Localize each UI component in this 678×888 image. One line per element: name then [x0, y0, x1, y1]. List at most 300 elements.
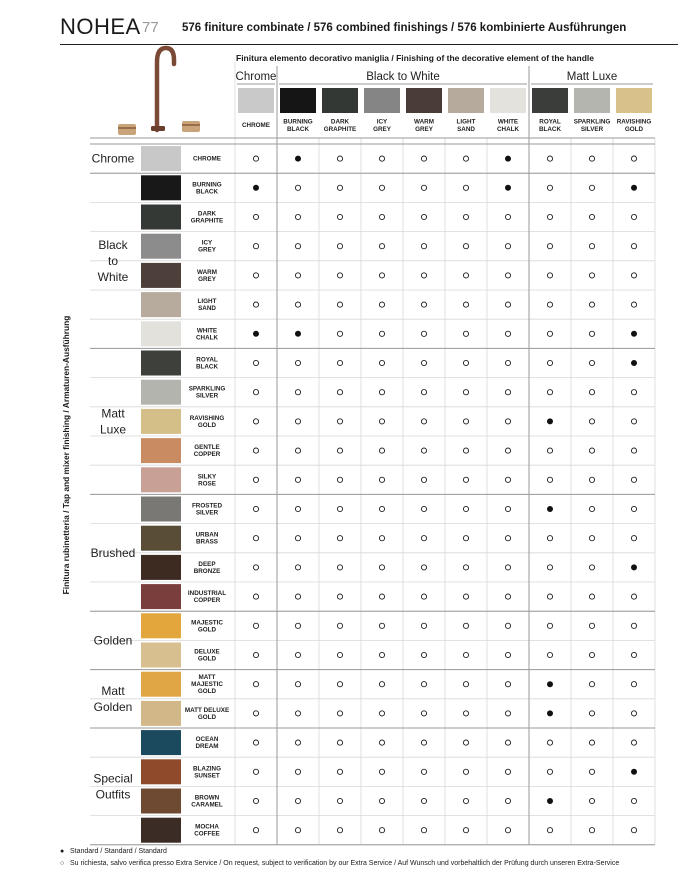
- row-label-line: GOLD: [197, 421, 217, 429]
- row-label-line: MATT: [198, 674, 216, 682]
- row-label: [196, 357, 218, 371]
- request-circle: [379, 769, 384, 774]
- request-circle: [463, 390, 468, 395]
- request-circle: [421, 623, 426, 628]
- request-circle: [505, 506, 510, 511]
- column-label-line: LIGHT: [456, 118, 476, 126]
- request-circle: [379, 331, 384, 336]
- request-circle: [379, 214, 384, 219]
- column-swatch: [574, 88, 610, 113]
- row-label-line: COPPER: [193, 451, 221, 459]
- request-circle: [631, 477, 636, 482]
- request-circle: [631, 740, 636, 745]
- request-circle: [379, 273, 384, 278]
- column-label-line: BLACK: [286, 125, 310, 133]
- request-circle: [253, 244, 258, 249]
- request-circle: [505, 477, 510, 482]
- row-label-line: DEEP: [198, 560, 216, 568]
- request-circle: [421, 156, 426, 161]
- row-swatch: [141, 292, 181, 317]
- request-circle: [421, 565, 426, 570]
- row-label-line: WHITE: [196, 327, 218, 335]
- row-label-line: ROYAL: [196, 356, 218, 364]
- row-label-line: DARK: [197, 210, 217, 218]
- request-circle: [463, 273, 468, 278]
- row-group-label: [91, 546, 136, 560]
- standard-dot: [295, 331, 301, 337]
- request-circle: [379, 156, 384, 161]
- request-circle: [379, 185, 384, 190]
- standard-dot: [631, 564, 637, 570]
- column-swatch: [364, 88, 400, 113]
- request-circle: [505, 828, 510, 833]
- request-circle: [589, 273, 594, 278]
- request-circle: [631, 156, 636, 161]
- request-circle: [337, 594, 342, 599]
- request-circle: [463, 448, 468, 453]
- handle-finish-title: Finitura elemento decorativo maniglia / Finishing of the decorative element of the handle: [236, 53, 595, 63]
- request-circle: [253, 740, 258, 745]
- request-circle: [421, 652, 426, 657]
- request-circle: [589, 302, 594, 307]
- request-circle: [547, 214, 552, 219]
- request-circle: [589, 360, 594, 365]
- row-swatch: [141, 701, 181, 726]
- request-circle: [421, 419, 426, 424]
- request-circle: [631, 536, 636, 541]
- request-circle: [589, 594, 594, 599]
- request-circle: [295, 594, 300, 599]
- request-circle: [631, 244, 636, 249]
- row-label-line: MOCHA: [195, 823, 219, 831]
- request-circle: [547, 828, 552, 833]
- row-label: [191, 674, 223, 695]
- request-circle: [337, 565, 342, 570]
- standard-dot: [631, 331, 637, 337]
- row-label-line: BRASS: [195, 538, 219, 546]
- row-label-line: SAND: [198, 305, 216, 313]
- request-circle: [253, 448, 258, 453]
- column-label: [574, 118, 611, 133]
- row-label-line: WARM: [197, 268, 217, 276]
- request-circle: [337, 828, 342, 833]
- request-circle: [505, 302, 510, 307]
- request-circle: [505, 711, 510, 716]
- row-swatch: [141, 584, 181, 609]
- row-label-line: GOLD: [197, 655, 217, 663]
- faucet-illustration: [118, 48, 200, 135]
- request-circle: [421, 594, 426, 599]
- row-group-label-line: Brushed: [90, 545, 136, 560]
- request-circle: [631, 623, 636, 628]
- request-circle: [631, 273, 636, 278]
- request-circle: [589, 390, 594, 395]
- request-circle: [421, 506, 426, 511]
- standard-dot: [547, 506, 553, 512]
- request-circle: [337, 536, 342, 541]
- request-circle: [421, 740, 426, 745]
- standard-dot: [253, 185, 259, 191]
- row-swatch: [141, 351, 181, 376]
- row-group-label-line: White: [97, 269, 129, 284]
- request-circle: [589, 156, 594, 161]
- column-swatch: [616, 88, 652, 113]
- request-circle: [547, 477, 552, 482]
- row-label-line: RAVISHING: [189, 414, 225, 422]
- request-circle: [379, 477, 384, 482]
- request-circle: [505, 331, 510, 336]
- request-circle: [547, 273, 552, 278]
- row-label: [195, 736, 218, 750]
- row-label-line: BROWN: [194, 794, 220, 802]
- request-circle: [337, 156, 342, 161]
- request-circle: [379, 565, 384, 570]
- request-circle: [631, 302, 636, 307]
- column-swatch: [490, 88, 526, 113]
- row-label-line: GREY: [198, 246, 216, 254]
- row-group-label-line: Golden: [93, 633, 133, 648]
- row-group-label-line: Luxe: [99, 422, 127, 437]
- request-circle: [589, 536, 594, 541]
- request-circle: [547, 740, 552, 745]
- request-circle: [505, 419, 510, 424]
- request-circle: [463, 740, 468, 745]
- request-circle: [295, 682, 300, 687]
- column-label-line: SAND: [457, 125, 475, 133]
- request-circle: [295, 623, 300, 628]
- request-circle: [421, 536, 426, 541]
- request-circle: [505, 273, 510, 278]
- column-label-line: WARM: [414, 118, 434, 126]
- request-circle: [463, 506, 468, 511]
- row-label: [194, 444, 221, 458]
- request-circle: [547, 769, 552, 774]
- standard-dot: [253, 331, 259, 337]
- request-circle: [379, 623, 384, 628]
- request-circle: [337, 185, 342, 190]
- row-group-label-line: Special: [93, 771, 133, 786]
- standard-dot: [505, 156, 511, 162]
- row-swatch: [141, 380, 181, 405]
- request-circle: [505, 244, 510, 249]
- row-label-line: MAJESTIC: [191, 681, 223, 689]
- row-label-line: LIGHT: [197, 298, 217, 306]
- column-swatch: [280, 88, 316, 113]
- request-circle: [505, 798, 510, 803]
- request-circle: [631, 682, 636, 687]
- row-swatch: [141, 263, 181, 288]
- column-label-line: ICY: [376, 118, 388, 126]
- row-swatch: [141, 205, 181, 230]
- column-label: [414, 118, 434, 133]
- request-circle: [337, 711, 342, 716]
- request-circle: [463, 244, 468, 249]
- row-group-label-line: Chrome: [91, 151, 135, 166]
- request-circle: [421, 798, 426, 803]
- row-label-line: BLACK: [195, 188, 219, 196]
- request-circle: [253, 506, 258, 511]
- row-label: [193, 765, 221, 779]
- row-label-line: MAJESTIC: [191, 619, 223, 627]
- row-label-line: MATT DELUXE: [184, 706, 230, 714]
- request-circle: [589, 565, 594, 570]
- request-circle: [547, 360, 552, 365]
- request-circle: [379, 652, 384, 657]
- row-label-line: CHROME: [193, 155, 221, 163]
- row-label-line: GOLD: [197, 688, 217, 696]
- row-label: [194, 561, 221, 575]
- row-label-line: BLAZING: [193, 765, 221, 773]
- column-label-line: GOLD: [624, 125, 644, 133]
- request-circle: [295, 536, 300, 541]
- column-label-line: GREY: [415, 125, 433, 133]
- request-circle: [379, 740, 384, 745]
- request-circle: [463, 331, 468, 336]
- request-circle: [505, 623, 510, 628]
- request-circle: [589, 477, 594, 482]
- request-circle: [547, 302, 552, 307]
- legend: [60, 846, 619, 870]
- row-swatch: [141, 497, 181, 522]
- request-circle: [337, 506, 342, 511]
- column-label: [242, 122, 270, 129]
- request-circle: [295, 565, 300, 570]
- column-label: [283, 118, 312, 133]
- row-label-line: GOLD: [197, 626, 217, 634]
- request-circle: [337, 419, 342, 424]
- request-circle: [295, 185, 300, 190]
- request-circle: [379, 798, 384, 803]
- request-circle: [547, 390, 552, 395]
- request-circle: [337, 331, 342, 336]
- request-circle: [295, 419, 300, 424]
- request-circle: [421, 828, 426, 833]
- row-label: [191, 795, 223, 809]
- standard-dot: [505, 185, 511, 191]
- row-label: [196, 532, 219, 546]
- request-circle: [631, 711, 636, 716]
- row-label-line: SPARKLING: [188, 385, 226, 393]
- brand-name: NOHEA: [60, 14, 141, 39]
- request-circle: [253, 594, 258, 599]
- row-swatch: [141, 613, 181, 638]
- request-circle: [379, 536, 384, 541]
- row-group-label-line: Outfits: [95, 787, 131, 802]
- request-circle: [379, 828, 384, 833]
- column-label-line: RAVISHING: [616, 118, 652, 126]
- column-swatch: [322, 88, 358, 113]
- standard-dot: [547, 681, 553, 687]
- row-label-line: BURNING: [192, 181, 222, 189]
- row-label: [194, 824, 220, 838]
- request-circle: [253, 711, 258, 716]
- standard-dot: [631, 185, 637, 191]
- request-circle: [253, 565, 258, 570]
- request-circle: [295, 448, 300, 453]
- request-circle: [337, 652, 342, 657]
- request-circle: [295, 360, 300, 365]
- request-circle: [589, 623, 594, 628]
- request-circle: [253, 769, 258, 774]
- request-circle: [505, 769, 510, 774]
- row-label: [192, 503, 223, 517]
- request-circle: [421, 244, 426, 249]
- request-circle: [589, 711, 594, 716]
- request-circle: [253, 682, 258, 687]
- request-circle: [379, 244, 384, 249]
- request-circle: [253, 390, 258, 395]
- request-circle: [421, 185, 426, 190]
- request-circle: [547, 536, 552, 541]
- legend-standard-text: Standard / Standard / Standard: [70, 848, 167, 855]
- row-swatch: [141, 759, 181, 784]
- request-circle: [295, 244, 300, 249]
- request-circle: [295, 652, 300, 657]
- column-group-label: Chrome: [235, 71, 277, 83]
- request-circle: [337, 477, 342, 482]
- row-group-label: [100, 406, 126, 436]
- request-circle: [505, 740, 510, 745]
- request-circle: [337, 769, 342, 774]
- request-circle: [253, 536, 258, 541]
- column-group-label: Matt Luxe: [566, 71, 618, 83]
- request-circle: [589, 682, 594, 687]
- request-circle: [295, 711, 300, 716]
- request-circle: [631, 594, 636, 599]
- request-circle: [379, 360, 384, 365]
- row-swatch: [141, 818, 181, 843]
- request-circle: [421, 390, 426, 395]
- request-circle: [631, 798, 636, 803]
- request-circle: [337, 244, 342, 249]
- request-circle: [253, 419, 258, 424]
- column-swatch: [406, 88, 442, 113]
- legend-request-text: Su richiesta, salvo verifica presso Extra Service / On request, subject to verification by our Extra Service / Auf Wunsch und vorbehaltlich der Prüfung durch unseren Extra-Service: [70, 860, 620, 867]
- request-circle: [589, 798, 594, 803]
- row-group-label-line: Matt: [101, 406, 125, 421]
- request-circle: [337, 798, 342, 803]
- request-circle: [421, 477, 426, 482]
- row-label-line: INDUSTRIAL: [187, 590, 227, 598]
- column-label: [373, 118, 392, 133]
- request-circle: [463, 711, 468, 716]
- request-circle: [421, 331, 426, 336]
- column-swatch: [532, 88, 568, 113]
- row-swatch: [141, 672, 181, 697]
- request-circle: [295, 273, 300, 278]
- column-swatch: [238, 88, 274, 113]
- row-swatch: [141, 730, 181, 755]
- request-circle: [631, 448, 636, 453]
- request-circle: [253, 156, 258, 161]
- request-circle: [547, 594, 552, 599]
- column-label-line: GRAPHITE: [323, 125, 357, 133]
- page-subtitle: 576 finiture combinate / 576 combined finishings / 576 kombinierte Ausführungen: [182, 22, 627, 34]
- request-circle: [337, 273, 342, 278]
- column-label-line: CHROME: [242, 122, 270, 129]
- request-circle: [337, 740, 342, 745]
- request-circle: [463, 652, 468, 657]
- row-swatch: [141, 789, 181, 814]
- column-label: [539, 118, 561, 133]
- request-circle: [505, 214, 510, 219]
- request-circle: [421, 273, 426, 278]
- request-circle: [379, 390, 384, 395]
- request-circle: [463, 798, 468, 803]
- request-circle: [253, 652, 258, 657]
- request-circle: [547, 185, 552, 190]
- request-circle: [463, 828, 468, 833]
- column-label-line: ROYAL: [539, 118, 561, 126]
- request-circle: [589, 419, 594, 424]
- row-label-line: FROSTED: [191, 502, 223, 510]
- request-circle: [589, 828, 594, 833]
- row-label-line: DELUXE: [194, 648, 220, 656]
- row-group-label: [94, 633, 133, 647]
- row-label: [188, 590, 226, 604]
- request-circle: [421, 214, 426, 219]
- row-label-line: SILVER: [195, 509, 219, 517]
- request-circle: [631, 828, 636, 833]
- request-circle: [463, 594, 468, 599]
- request-circle: [505, 360, 510, 365]
- row-group-label-line: Black: [98, 237, 128, 252]
- column-label-line: GREY: [373, 125, 391, 133]
- row-label: [198, 473, 217, 487]
- request-circle: [589, 740, 594, 745]
- request-circle: [463, 214, 468, 219]
- request-circle: [463, 623, 468, 628]
- request-circle: [463, 565, 468, 570]
- row-label-line: SILKY: [197, 473, 217, 481]
- request-circle: [463, 769, 468, 774]
- request-circle: [253, 623, 258, 628]
- request-circle: [547, 652, 552, 657]
- request-circle: [631, 419, 636, 424]
- request-circle: [295, 798, 300, 803]
- row-label: [193, 156, 221, 163]
- side-label-text: Finitura rubinetteria / Tap and mixer finishing / Armaturen-Ausführung: [61, 315, 71, 595]
- request-circle: [379, 419, 384, 424]
- request-circle: [589, 214, 594, 219]
- request-circle: [463, 419, 468, 424]
- request-circle: [295, 828, 300, 833]
- request-circle: [253, 360, 258, 365]
- row-swatch: [141, 555, 181, 580]
- row-swatch: [141, 526, 181, 551]
- request-circle: [253, 214, 258, 219]
- request-circle: [463, 185, 468, 190]
- request-circle: [589, 506, 594, 511]
- request-circle: [463, 536, 468, 541]
- row-label-line: CARAMEL: [191, 801, 223, 809]
- request-circle: [295, 214, 300, 219]
- row-group-label-line: to: [107, 253, 119, 268]
- request-circle: [379, 448, 384, 453]
- row-label: [192, 181, 221, 195]
- request-circle: [631, 652, 636, 657]
- row-label: [194, 649, 220, 663]
- column-swatch: [448, 88, 484, 113]
- request-circle: [589, 769, 594, 774]
- request-circle: [379, 302, 384, 307]
- request-circle: [547, 623, 552, 628]
- request-circle: [421, 448, 426, 453]
- request-circle: [379, 506, 384, 511]
- row-label: [191, 211, 224, 225]
- request-circle: [463, 477, 468, 482]
- row-label-line: GOLD: [197, 713, 217, 721]
